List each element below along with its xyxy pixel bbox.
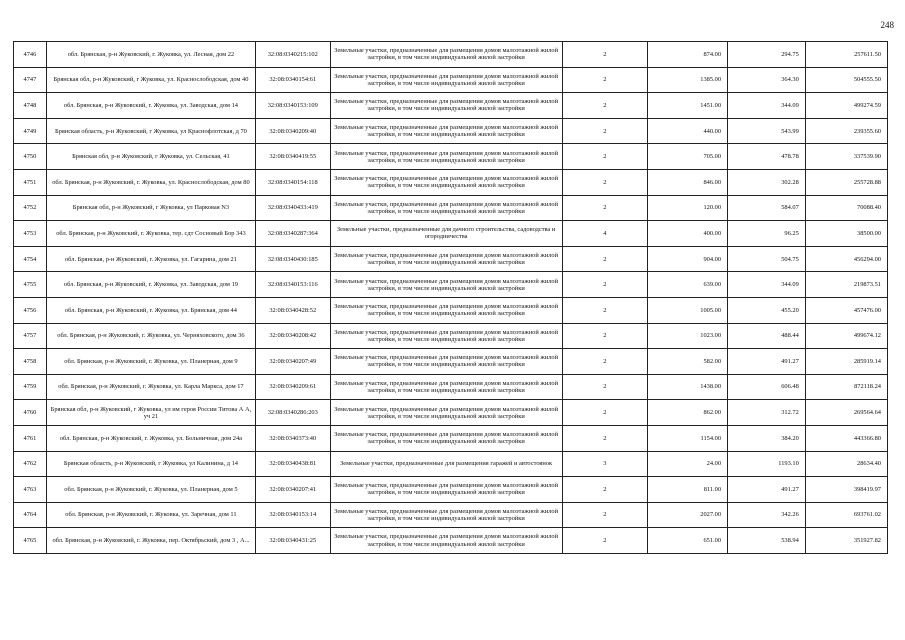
group-cell: 2 xyxy=(562,42,647,68)
cadastral-value-cell: 70088.40 xyxy=(805,195,887,221)
land-use-cell: Земельные участки, предназначенные для размещения домов малоэтажной жилой застройки, в том числе индивидуальной жилой застройки xyxy=(330,374,562,400)
table-row xyxy=(14,425,888,451)
row-number-cell: 4751 xyxy=(14,169,47,195)
cadastral-value-cell: 872118.24 xyxy=(805,374,887,400)
group-cell: 2 xyxy=(562,528,647,554)
address-cell: Брянская обл, р-н Жуковский, г Жуковка, ул. Краснослободская, дом 40 xyxy=(46,67,255,93)
group-cell: 4 xyxy=(562,221,647,247)
table-row xyxy=(14,349,888,375)
table-row xyxy=(14,297,888,323)
specific-value-cell: 96.25 xyxy=(728,221,806,247)
area-cell: 846.00 xyxy=(648,169,728,195)
group-cell: 2 xyxy=(562,169,647,195)
group-cell: 2 xyxy=(562,246,647,272)
row-number-cell: 4762 xyxy=(14,451,47,477)
address-cell: обл. Брянская, р-н Жуковский, г. Жуковка, ул. Черняховского, дом 36 xyxy=(46,323,255,349)
cadastral-number-cell: 32:08:0340154:118 xyxy=(256,169,330,195)
address-cell: обл. Брянская, р-н Жуковский, г. Жуковка, ул. Заречная, дом 11 xyxy=(46,502,255,528)
land-use-cell: Земельные участки, предназначенные для размещения домов малоэтажной жилой застройки, в том числе индивидуальной жилой застройки xyxy=(330,246,562,272)
table-row xyxy=(14,118,888,144)
table-row xyxy=(14,67,888,93)
land-use-cell: Земельные участки, предназначенные для размещения гаражей и автостоянок xyxy=(330,451,562,477)
table-row xyxy=(14,451,888,477)
cadastral-number-cell: 32:08:0340286:203 xyxy=(256,400,330,426)
cadastral-number-cell: 32:08:0340209:40 xyxy=(256,118,330,144)
group-cell: 2 xyxy=(562,195,647,221)
address-cell: обл. Брянская, р-н Жуковский, г. Жуковка, ул. Заводская, дом 19 xyxy=(46,272,255,298)
table-row xyxy=(14,374,888,400)
land-use-cell: Земельные участки, предназначенные для размещения домов малоэтажной жилой застройки, в том числе индивидуальной жилой застройки xyxy=(330,118,562,144)
address-cell: обл. Брянская, р-н Жуковский, г. Жуковка, ул. Брянская, дом 44 xyxy=(46,297,255,323)
land-use-cell: Земельные участки, предназначенные для размещения домов малоэтажной жилой застройки, в том числе индивидуальной жилой застройки xyxy=(330,297,562,323)
table-row xyxy=(14,502,888,528)
row-number-cell: 4758 xyxy=(14,349,47,375)
page-number: 248 xyxy=(880,20,894,30)
group-cell: 2 xyxy=(562,374,647,400)
cadastral-number-cell: 32:08:0340209:61 xyxy=(256,374,330,400)
specific-value-cell: 455.20 xyxy=(728,297,806,323)
table-row xyxy=(14,528,888,554)
cadastral-value-cell: 219873.51 xyxy=(805,272,887,298)
land-use-cell: Земельные участки, предназначенные для размещения домов малоэтажной жилой застройки, в том числе индивидуальной жилой застройки xyxy=(330,425,562,451)
row-number-cell: 4757 xyxy=(14,323,47,349)
specific-value-cell: 504.75 xyxy=(728,246,806,272)
row-number-cell: 4761 xyxy=(14,425,47,451)
cadastral-number-cell: 32:08:0340215:102 xyxy=(256,42,330,68)
row-number-cell: 4764 xyxy=(14,502,47,528)
cadastral-value-cell: 443366.80 xyxy=(805,425,887,451)
row-number-cell: 4747 xyxy=(14,67,47,93)
land-use-cell: Земельные участки, предназначенные для размещения домов малоэтажной жилой застройки, в том числе индивидуальной жилой застройки xyxy=(330,195,562,221)
area-cell: 440.00 xyxy=(648,118,728,144)
row-number-cell: 4749 xyxy=(14,118,47,144)
area-cell: 400.00 xyxy=(648,221,728,247)
table-row xyxy=(14,144,888,170)
row-number-cell: 4746 xyxy=(14,42,47,68)
cadastral-number-cell: 32:08:0340207:49 xyxy=(256,349,330,375)
cadastral-value-cell: 351927.82 xyxy=(805,528,887,554)
land-use-cell: Земельные участки, предназначенные для размещения домов малоэтажной жилой застройки, в том числе индивидуальной жилой застройки xyxy=(330,502,562,528)
specific-value-cell: 364.30 xyxy=(728,67,806,93)
cadastral-value-cell: 269564.64 xyxy=(805,400,887,426)
land-use-cell: Земельные участки, предназначенные для размещения домов малоэтажной жилой застройки, в том числе индивидуальной жилой застройки xyxy=(330,169,562,195)
row-number-cell: 4748 xyxy=(14,93,47,119)
land-use-cell: Земельные участки, предназначенные для дачного строительства, садоводства и огородничества xyxy=(330,221,562,247)
row-number-cell: 4763 xyxy=(14,477,47,503)
address-cell: Брянская обл, р-н Жуковский, г Жуковка, ул им героя России Титова А А, уч 21 xyxy=(46,400,255,426)
address-cell: обл. Брянская, р-н Жуковский, г. Жуковка, ул. Краснослободская, дом 80 xyxy=(46,169,255,195)
table-row xyxy=(14,246,888,272)
specific-value-cell: 488.44 xyxy=(728,323,806,349)
address-cell: Брянская обл, р-н Жуковский, г Жуковка, ул Парковая N3 xyxy=(46,195,255,221)
cadastral-value-cell: 504555.50 xyxy=(805,67,887,93)
address-cell: обл. Брянская, р-н Жуковский, г. Жуковка, ул. Гагарина, дом 21 xyxy=(46,246,255,272)
area-cell: 904.00 xyxy=(648,246,728,272)
cadastral-number-cell: 32:08:0340438:81 xyxy=(256,451,330,477)
group-cell: 2 xyxy=(562,323,647,349)
group-cell: 2 xyxy=(562,118,647,144)
table-row xyxy=(14,42,888,68)
area-cell: 874.00 xyxy=(648,42,728,68)
address-cell: обл. Брянская, р-н Жуковский, г. Жуковка, ул. Карла Маркса, дом 17 xyxy=(46,374,255,400)
specific-value-cell: 384.20 xyxy=(728,425,806,451)
group-cell: 2 xyxy=(562,400,647,426)
address-cell: обл. Брянская, р-н Жуковский, г. Жуковка, ул. Планерная, дом 9 xyxy=(46,349,255,375)
cadastral-value-cell: 499674.12 xyxy=(805,323,887,349)
cadastral-number-cell: 32:08:0340208:42 xyxy=(256,323,330,349)
area-cell: 2027.00 xyxy=(648,502,728,528)
cadastral-number-cell: 32:08:0340419:55 xyxy=(256,144,330,170)
group-cell: 2 xyxy=(562,477,647,503)
row-number-cell: 4752 xyxy=(14,195,47,221)
area-cell: 705.00 xyxy=(648,144,728,170)
land-use-cell: Земельные участки, предназначенные для размещения домов малоэтажной жилой застройки, в том числе индивидуальной жилой застройки xyxy=(330,93,562,119)
specific-value-cell: 342.26 xyxy=(728,502,806,528)
specific-value-cell: 491.27 xyxy=(728,349,806,375)
cadastral-value-cell: 398419.97 xyxy=(805,477,887,503)
cadastral-number-cell: 32:08:0340287:364 xyxy=(256,221,330,247)
table-row xyxy=(14,221,888,247)
cadastral-value-cell: 257611.50 xyxy=(805,42,887,68)
table-row xyxy=(14,93,888,119)
specific-value-cell: 1193.10 xyxy=(728,451,806,477)
specific-value-cell: 491.27 xyxy=(728,477,806,503)
row-number-cell: 4756 xyxy=(14,297,47,323)
address-cell: обл. Брянская, р-н Жуковский, г. Жуковка, ул. Лесная, дом 22 xyxy=(46,42,255,68)
specific-value-cell: 344.09 xyxy=(728,272,806,298)
area-cell: 1385.00 xyxy=(648,67,728,93)
cadastral-number-cell: 32:08:0340373:40 xyxy=(256,425,330,451)
cadastral-number-cell: 32:08:0340430:185 xyxy=(256,246,330,272)
specific-value-cell: 584.07 xyxy=(728,195,806,221)
cadastral-value-cell: 255728.88 xyxy=(805,169,887,195)
table-row xyxy=(14,477,888,503)
specific-value-cell: 312.72 xyxy=(728,400,806,426)
cadastral-value-cell: 28634.40 xyxy=(805,451,887,477)
land-use-cell: Земельные участки, предназначенные для размещения домов малоэтажной жилой застройки, в том числе индивидуальной жилой застройки xyxy=(330,400,562,426)
land-use-cell: Земельные участки, предназначенные для размещения домов малоэтажной жилой застройки, в том числе индивидуальной жилой застройки xyxy=(330,67,562,93)
address-cell: Брянская область, р-н Жуковский, г Жуковка, ул Калинина, д 14 xyxy=(46,451,255,477)
cadastral-value-cell: 456294.00 xyxy=(805,246,887,272)
row-number-cell: 4759 xyxy=(14,374,47,400)
group-cell: 2 xyxy=(562,67,647,93)
row-number-cell: 4750 xyxy=(14,144,47,170)
table-row xyxy=(14,195,888,221)
land-use-cell: Земельные участки, предназначенные для размещения домов малоэтажной жилой застройки, в том числе индивидуальной жилой застройки xyxy=(330,323,562,349)
cadastral-value-cell: 239355.60 xyxy=(805,118,887,144)
specific-value-cell: 538.94 xyxy=(728,528,806,554)
address-cell: обл. Брянская, р-н Жуковский, г. Жуковка, ул. Планерная, дом 5 xyxy=(46,477,255,503)
land-use-cell: Земельные участки, предназначенные для размещения домов малоэтажной жилой застройки, в том числе индивидуальной жилой застройки xyxy=(330,349,562,375)
area-cell: 811.00 xyxy=(648,477,728,503)
area-cell: 1023.00 xyxy=(648,323,728,349)
group-cell: 2 xyxy=(562,502,647,528)
specific-value-cell: 294.75 xyxy=(728,42,806,68)
specific-value-cell: 302.28 xyxy=(728,169,806,195)
row-number-cell: 4760 xyxy=(14,400,47,426)
cadastral-number-cell: 32:08:0340431:25 xyxy=(256,528,330,554)
group-cell: 2 xyxy=(562,425,647,451)
group-cell: 2 xyxy=(562,297,647,323)
cadastral-value-table xyxy=(13,41,888,554)
row-number-cell: 4754 xyxy=(14,246,47,272)
area-cell: 120.00 xyxy=(648,195,728,221)
area-cell: 582.00 xyxy=(648,349,728,375)
row-number-cell: 4753 xyxy=(14,221,47,247)
group-cell: 2 xyxy=(562,272,647,298)
land-use-cell: Земельные участки, предназначенные для размещения домов малоэтажной жилой застройки, в том числе индивидуальной жилой застройки xyxy=(330,528,562,554)
cadastral-value-cell: 285919.14 xyxy=(805,349,887,375)
cadastral-number-cell: 32:08:0340153:14 xyxy=(256,502,330,528)
land-use-cell: Земельные участки, предназначенные для размещения домов малоэтажной жилой застройки, в том числе индивидуальной жилой застройки xyxy=(330,477,562,503)
address-cell: Брянская обл, р-н Жуковский, г Жуковка, ул. Сельская, 41 xyxy=(46,144,255,170)
group-cell: 2 xyxy=(562,349,647,375)
cadastral-number-cell: 32:08:0340153:116 xyxy=(256,272,330,298)
specific-value-cell: 344.09 xyxy=(728,93,806,119)
area-cell: 1005.00 xyxy=(648,297,728,323)
table-row xyxy=(14,272,888,298)
area-cell: 24.00 xyxy=(648,451,728,477)
table-row xyxy=(14,169,888,195)
cadastral-number-cell: 32:08:0340428:52 xyxy=(256,297,330,323)
land-use-cell: Земельные участки, предназначенные для размещения домов малоэтажной жилой застройки, в том числе индивидуальной жилой застройки xyxy=(330,42,562,68)
cadastral-number-cell: 32:08:0340433:419 xyxy=(256,195,330,221)
table-row xyxy=(14,400,888,426)
address-cell: обл. Брянская, р-н Жуковский, г. Жуковка, ул. Заводская, дом 14 xyxy=(46,93,255,119)
specific-value-cell: 478.78 xyxy=(728,144,806,170)
cadastral-value-cell: 457476.00 xyxy=(805,297,887,323)
specific-value-cell: 543.99 xyxy=(728,118,806,144)
area-cell: 1451.00 xyxy=(648,93,728,119)
table-body xyxy=(14,42,888,554)
cadastral-value-cell: 38500.00 xyxy=(805,221,887,247)
area-cell: 1438.00 xyxy=(648,374,728,400)
area-cell: 1154.00 xyxy=(648,425,728,451)
group-cell: 2 xyxy=(562,93,647,119)
area-cell: 651.00 xyxy=(648,528,728,554)
cadastral-value-cell: 337539.90 xyxy=(805,144,887,170)
cadastral-value-cell: 499274.59 xyxy=(805,93,887,119)
address-cell: Брянская область, р-н Жуковский, г Жуковка, ул Краснофлотская, д 70 xyxy=(46,118,255,144)
group-cell: 3 xyxy=(562,451,647,477)
table-row xyxy=(14,323,888,349)
cadastral-number-cell: 32:08:0340154:61 xyxy=(256,67,330,93)
row-number-cell: 4755 xyxy=(14,272,47,298)
address-cell: обл. Брянская, р-н Жуковский, г. Жуковка, тер. сдт Сосновый Бор 343 xyxy=(46,221,255,247)
address-cell: обл. Брянская, р-н Жуковский, г. Жуковка, ул. Больничная, дом 24а xyxy=(46,425,255,451)
address-cell: обл. Брянская, р-н Жуковский, г. Жуковка, пер. Октябрьский, дом 3 , А... xyxy=(46,528,255,554)
cadastral-value-cell: 693761.02 xyxy=(805,502,887,528)
cadastral-number-cell: 32:08:0340207:41 xyxy=(256,477,330,503)
area-cell: 639.00 xyxy=(648,272,728,298)
row-number-cell: 4765 xyxy=(14,528,47,554)
cadastral-number-cell: 32:08:0340153:109 xyxy=(256,93,330,119)
land-use-cell: Земельные участки, предназначенные для размещения домов малоэтажной жилой застройки, в том числе индивидуальной жилой застройки xyxy=(330,272,562,298)
group-cell: 2 xyxy=(562,144,647,170)
specific-value-cell: 606.48 xyxy=(728,374,806,400)
area-cell: 862.00 xyxy=(648,400,728,426)
land-use-cell: Земельные участки, предназначенные для размещения домов малоэтажной жилой застройки, в том числе индивидуальной жилой застройки xyxy=(330,144,562,170)
